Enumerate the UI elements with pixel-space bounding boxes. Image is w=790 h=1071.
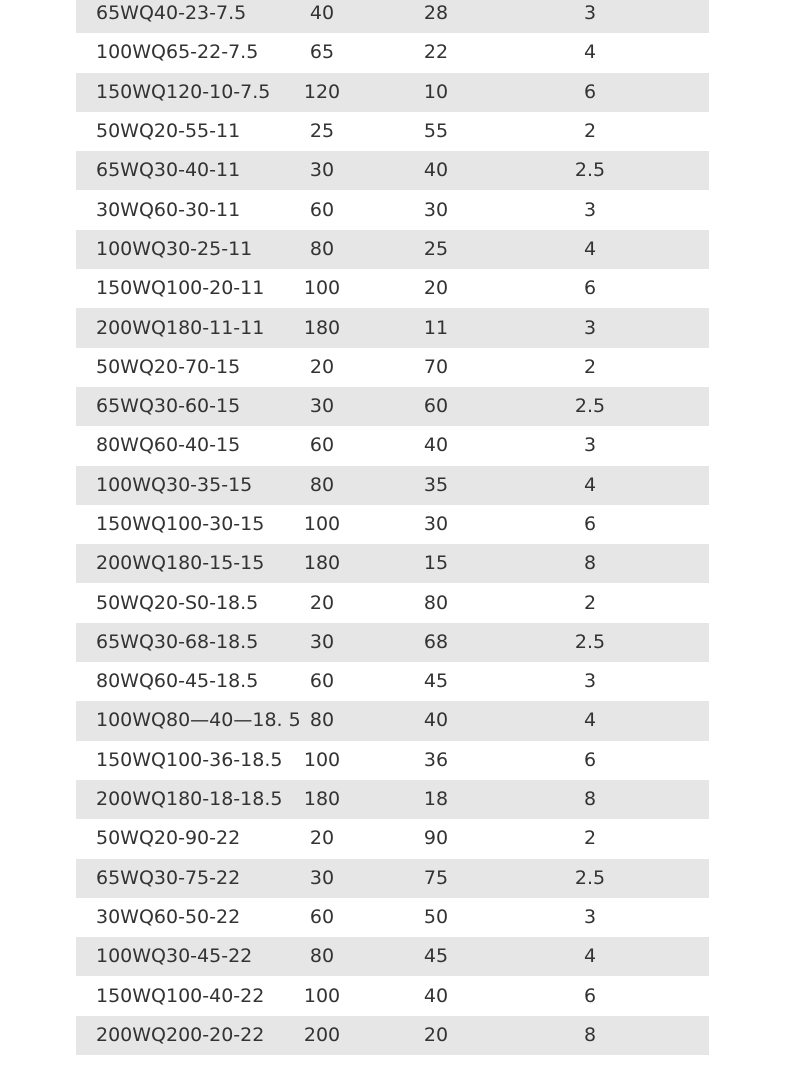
diameter-cell: 8 bbox=[583, 788, 597, 811]
flow-cell: 60 bbox=[309, 905, 335, 928]
model-cell: 80WQ60-40-15 bbox=[96, 434, 241, 457]
table-row bbox=[76, 1016, 709, 1055]
flow-cell: 20 bbox=[309, 827, 335, 850]
diameter-cell: 6 bbox=[583, 513, 597, 535]
model-cell: 50WQ20-70-15 bbox=[96, 355, 241, 378]
model-cell: 150WQ100-40-22 bbox=[96, 984, 265, 1007]
flow-cell: 180 bbox=[303, 788, 341, 811]
model-cell: 50WQ20-90-22 bbox=[96, 827, 241, 850]
model-cell: 80WQ60-45-18.5 bbox=[96, 670, 259, 693]
diameter-cell: 2.5 bbox=[574, 866, 606, 889]
table-row bbox=[76, 976, 709, 1015]
table-row bbox=[76, 230, 709, 269]
table-row bbox=[76, 348, 709, 387]
flow-cell: 180 bbox=[303, 316, 341, 339]
head-cell: 68 bbox=[423, 630, 449, 653]
diameter-cell: 3 bbox=[583, 434, 597, 457]
table-row bbox=[76, 308, 709, 347]
head-cell: 75 bbox=[423, 866, 449, 889]
diameter-cell: 4 bbox=[583, 41, 597, 64]
diameter-cell: 2 bbox=[583, 591, 597, 614]
model-cell: 200WQ180-15-15 bbox=[96, 552, 265, 575]
table-row bbox=[76, 269, 709, 308]
pump-spec-table bbox=[76, 0, 709, 1055]
head-cell: 15 bbox=[423, 552, 449, 575]
table-row bbox=[76, 741, 709, 780]
head-cell: 55 bbox=[423, 120, 449, 143]
table-row bbox=[76, 859, 709, 898]
flow-cell: 80 bbox=[309, 709, 335, 732]
model-cell: 100WQ30-45-22 bbox=[96, 945, 253, 968]
head-cell: 45 bbox=[423, 945, 449, 968]
model-cell: 150WQ100-20-11 bbox=[96, 277, 265, 300]
head-cell: 30 bbox=[423, 198, 449, 221]
head-cell: 10 bbox=[423, 80, 449, 103]
model-cell: 30WQ60-30-11 bbox=[96, 198, 241, 221]
table-row bbox=[76, 505, 709, 544]
diameter-cell: 4 bbox=[583, 473, 597, 496]
head-cell: 40 bbox=[423, 984, 449, 1007]
head-cell: 40 bbox=[423, 709, 449, 732]
diameter-cell: 3 bbox=[583, 2, 597, 25]
model-cell: 65WQ30-75-22 bbox=[96, 866, 241, 889]
model-cell: 150WQ100-36-18.5 bbox=[96, 748, 283, 771]
diameter-cell: 4 bbox=[583, 945, 597, 968]
model-cell: 65WQ40-23-7.5 bbox=[96, 2, 247, 25]
head-cell: 22 bbox=[423, 41, 449, 64]
diameter-cell: 4 bbox=[583, 237, 597, 260]
diameter-cell: 6 bbox=[583, 748, 597, 771]
diameter-cell: 6 bbox=[583, 277, 597, 300]
flow-cell: 60 bbox=[309, 670, 335, 693]
head-cell: 60 bbox=[423, 395, 449, 418]
flow-cell: 20 bbox=[309, 591, 335, 614]
head-cell: 40 bbox=[423, 159, 449, 182]
diameter-cell: 4 bbox=[583, 709, 597, 732]
table-row bbox=[76, 544, 709, 583]
model-cell: 30WQ60-50-22 bbox=[96, 905, 241, 928]
flow-cell: 100 bbox=[303, 513, 341, 535]
diameter-cell: 8 bbox=[583, 552, 597, 575]
table-row bbox=[76, 937, 709, 976]
diameter-cell: 6 bbox=[583, 984, 597, 1007]
table-row bbox=[76, 112, 709, 151]
diameter-cell: 2.5 bbox=[574, 159, 606, 182]
head-cell: 20 bbox=[423, 277, 449, 300]
model-cell: 200WQ180-18-18.5 bbox=[96, 788, 283, 811]
model-cell: 200WQ180-11-11 bbox=[96, 316, 265, 339]
model-cell: 65WQ30-60-15 bbox=[96, 395, 241, 418]
model-cell: 150WQ100-30-15 bbox=[96, 513, 265, 535]
diameter-cell: 3 bbox=[583, 670, 597, 693]
head-cell: 20 bbox=[423, 1023, 449, 1046]
table-row bbox=[76, 583, 709, 622]
flow-cell: 30 bbox=[309, 395, 335, 418]
table-row bbox=[76, 623, 709, 662]
flow-cell: 200 bbox=[303, 1023, 341, 1046]
flow-cell: 120 bbox=[303, 80, 341, 103]
table-row bbox=[76, 701, 709, 740]
model-cell: 200WQ200-20-22 bbox=[96, 1023, 265, 1046]
flow-cell: 100 bbox=[303, 748, 341, 771]
diameter-cell: 3 bbox=[583, 198, 597, 221]
flow-cell: 180 bbox=[303, 552, 341, 575]
table-row bbox=[76, 898, 709, 937]
model-cell: 50WQ20-55-11 bbox=[96, 120, 241, 143]
model-cell: 100WQ80—40—18. 5 bbox=[96, 709, 301, 732]
flow-cell: 80 bbox=[309, 945, 335, 968]
head-cell: 40 bbox=[423, 434, 449, 457]
flow-cell: 100 bbox=[303, 984, 341, 1007]
head-cell: 28 bbox=[423, 2, 449, 25]
table-row bbox=[76, 426, 709, 465]
head-cell: 90 bbox=[423, 827, 449, 850]
diameter-cell: 2 bbox=[583, 355, 597, 378]
diameter-cell: 2.5 bbox=[574, 630, 606, 653]
head-cell: 45 bbox=[423, 670, 449, 693]
head-cell: 50 bbox=[423, 905, 449, 928]
model-cell: 65WQ30-68-18.5 bbox=[96, 630, 259, 653]
diameter-cell: 2.5 bbox=[574, 395, 606, 418]
model-cell: 150WQ120-10-7.5 bbox=[96, 80, 271, 103]
flow-cell: 30 bbox=[309, 866, 335, 889]
head-cell: 11 bbox=[423, 316, 449, 339]
head-cell: 25 bbox=[423, 237, 449, 260]
table-row bbox=[76, 780, 709, 819]
table-row bbox=[76, 190, 709, 229]
diameter-cell: 6 bbox=[583, 80, 597, 103]
diameter-cell: 2 bbox=[583, 827, 597, 850]
model-cell: 100WQ65-22-7.5 bbox=[96, 41, 259, 64]
table-row bbox=[76, 151, 709, 190]
model-cell: 50WQ20-S0-18.5 bbox=[96, 591, 259, 614]
head-cell: 36 bbox=[423, 748, 449, 771]
flow-cell: 20 bbox=[309, 355, 335, 378]
head-cell: 35 bbox=[423, 473, 449, 496]
table-row bbox=[76, 466, 709, 505]
diameter-cell: 8 bbox=[583, 1023, 597, 1046]
diameter-cell: 2 bbox=[583, 120, 597, 143]
table-row bbox=[76, 819, 709, 858]
head-cell: 30 bbox=[423, 513, 449, 535]
flow-cell: 60 bbox=[309, 434, 335, 457]
table-row bbox=[76, 73, 709, 112]
flow-cell: 25 bbox=[309, 120, 335, 143]
table-row bbox=[76, 387, 709, 426]
flow-cell: 80 bbox=[309, 473, 335, 496]
flow-cell: 65 bbox=[309, 41, 335, 64]
flow-cell: 80 bbox=[309, 237, 335, 260]
diameter-cell: 3 bbox=[583, 316, 597, 339]
head-cell: 80 bbox=[423, 591, 449, 614]
diameter-cell: 3 bbox=[583, 905, 597, 928]
flow-cell: 60 bbox=[309, 198, 335, 221]
model-cell: 65WQ30-40-11 bbox=[96, 159, 241, 182]
flow-cell: 100 bbox=[303, 277, 341, 300]
head-cell: 18 bbox=[423, 788, 449, 811]
table-row bbox=[76, 33, 709, 72]
flow-cell: 30 bbox=[309, 630, 335, 653]
flow-cell: 40 bbox=[309, 2, 335, 25]
table-row bbox=[76, 662, 709, 701]
model-cell: 100WQ30-25-11 bbox=[96, 237, 253, 260]
head-cell: 70 bbox=[423, 355, 449, 378]
table-row bbox=[76, 0, 709, 33]
flow-cell: 30 bbox=[309, 159, 335, 182]
model-cell: 100WQ30-35-15 bbox=[96, 473, 253, 496]
